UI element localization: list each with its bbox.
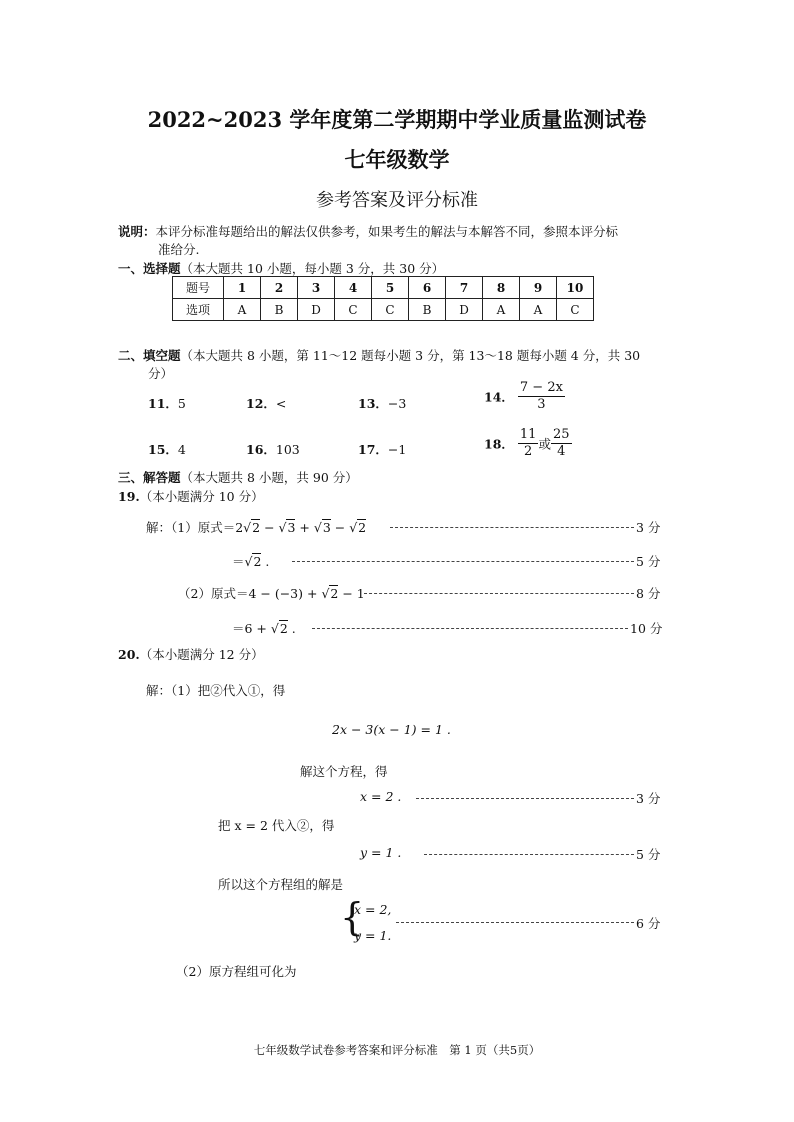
q19-line-2: ＝√2 . <box>232 554 270 569</box>
item-number: 12． <box>246 396 276 411</box>
q20-step-1 <box>146 681 285 699</box>
fill-item-15 <box>148 440 186 458</box>
step-text: （1）把②代入①，得 <box>171 683 286 698</box>
expr-tail: − 1 <box>338 586 365 601</box>
section3-desc: （本大题共 8 小题，共 90 分） <box>180 470 358 485</box>
radicand: 2 <box>253 554 262 569</box>
radicand: 2 <box>330 586 339 601</box>
dotted-leader <box>390 527 634 528</box>
dotted-leader <box>396 922 634 923</box>
fraction <box>551 427 572 460</box>
score-mark: 8 分 <box>636 586 661 601</box>
dotted-leader <box>292 561 634 562</box>
question-number: 3 <box>298 277 335 299</box>
q19-line-1: 解：（1）原式＝2√2 − √3 + √3 − √2 <box>146 520 367 535</box>
section1-heading <box>118 259 444 277</box>
system-eq-1: x = 2, <box>354 902 392 917</box>
solution-label: 解： <box>146 683 172 698</box>
item-number: 13． <box>358 396 388 411</box>
fraction-denominator: 4 <box>557 444 566 459</box>
item-answer: < <box>275 396 287 411</box>
dotted-leader <box>416 798 634 799</box>
period: . <box>287 621 296 636</box>
note-line-1 <box>118 222 618 240</box>
operator: + <box>295 520 314 535</box>
operator: − <box>260 520 279 535</box>
fraction-numerator: 7 − 2x <box>519 380 563 395</box>
item-number: 11． <box>148 396 178 411</box>
fraction-denominator: 2 <box>524 444 533 459</box>
fraction-numerator: 25 <box>552 427 570 442</box>
q19-line-3: （2）原式＝4 − (−3) + √2 − 1 <box>178 586 365 601</box>
step-label: （2）原式＝4 − (−3) + <box>178 586 322 601</box>
question-desc: （本小题满分 12 分） <box>139 647 264 662</box>
answer-option: C <box>372 299 409 321</box>
fill-item-17 <box>358 440 406 458</box>
system-eq-2: y = 1. <box>354 928 392 943</box>
fill-item-16 <box>246 440 300 458</box>
or-text: 或 <box>538 436 551 452</box>
dotted-leader <box>364 593 634 594</box>
equation: 2x − 3(x − 1) = 1 . <box>332 722 451 737</box>
subject-title: 七年级数学 <box>344 147 450 172</box>
score-mark: 3 分 <box>636 520 661 535</box>
period: . <box>261 554 270 569</box>
answer-option: D <box>298 299 335 321</box>
equation: y = 1 . <box>360 845 402 860</box>
answer-option: C <box>335 299 372 321</box>
question-number: 9 <box>520 277 557 299</box>
question-number: 7 <box>446 277 483 299</box>
item-answer: 103 <box>275 442 300 457</box>
step-text: 所以这个方程组的解是 <box>218 877 344 892</box>
fraction <box>518 380 565 413</box>
section2-heading <box>118 346 640 364</box>
item-answer: −3 <box>387 396 407 411</box>
question-row-label: 题号 <box>173 277 224 299</box>
section3-heading <box>118 468 358 486</box>
note-line-2: 准给分. <box>158 242 200 257</box>
radicand: 2 <box>252 520 261 535</box>
question-number: 10 <box>557 277 594 299</box>
q20-heading <box>118 645 264 663</box>
step-text: 把 x = 2 代入②，得 <box>218 818 335 833</box>
fill-item-18 <box>484 427 572 460</box>
operator: − <box>330 520 350 535</box>
item-number: 14． <box>484 389 514 405</box>
dotted-leader <box>312 628 628 629</box>
note-label: 说明： <box>118 224 156 239</box>
page-footer: 七年级数学试卷参考答案和评分标准 第 1 页（共5页） <box>253 1043 541 1057</box>
fill-item-14 <box>484 380 565 413</box>
answer-row-label: 选项 <box>173 299 224 321</box>
fraction-denominator: 3 <box>537 397 546 412</box>
coef: 2 <box>235 520 244 535</box>
answer-option: D <box>446 299 483 321</box>
radicand: 2 <box>358 520 367 535</box>
item-number: 16． <box>246 442 276 457</box>
answer-option: B <box>261 299 298 321</box>
score-mark: 6 分 <box>636 916 661 931</box>
score-mark: 5 分 <box>636 847 661 862</box>
question-number: 8 <box>483 277 520 299</box>
section1-desc: （本大题共 10 小题，每小题 3 分，共 30 分） <box>180 261 445 276</box>
question-number: 1 <box>224 277 261 299</box>
item-number: 15． <box>148 442 178 457</box>
item-number: 17． <box>358 442 388 457</box>
section2-desc-cont: 分） <box>148 366 174 381</box>
fill-item-13 <box>358 394 406 412</box>
answer-table <box>172 276 594 321</box>
score-mark: 10 分 <box>630 621 663 636</box>
radicand: 2 <box>279 621 288 636</box>
step-text: 解这个方程，得 <box>300 764 388 779</box>
item-answer: 5 <box>177 396 186 411</box>
equals: ＝ <box>232 554 245 569</box>
answer-option: C <box>557 299 594 321</box>
solution-label: 解： <box>146 520 172 535</box>
question-number: 2 <box>261 277 298 299</box>
question-number: 4 <box>335 277 372 299</box>
equals: ＝6 + <box>232 621 271 636</box>
fill-item-11 <box>148 394 186 412</box>
radicand: 3 <box>322 520 331 535</box>
score-mark: 5 分 <box>636 554 661 569</box>
question-number: 19. <box>118 489 140 504</box>
section1-label: 一、选择题 <box>118 261 181 276</box>
answer-option: A <box>483 299 520 321</box>
dotted-leader <box>424 854 634 855</box>
answer-option: A <box>520 299 557 321</box>
score-mark: 3 分 <box>636 791 661 806</box>
section3-label: 三、解答题 <box>118 470 181 485</box>
equation: x = 2 . <box>360 789 402 804</box>
fraction <box>518 427 539 460</box>
left-brace: { <box>340 895 365 939</box>
item-number: 18． <box>484 436 514 452</box>
step-label: （1）原式＝ <box>171 520 236 535</box>
document-title: 2022~2023 学年度第二学期期中学业质量监测试卷 <box>147 107 647 132</box>
question-number: 20. <box>118 647 140 662</box>
question-number: 5 <box>372 277 409 299</box>
question-number: 6 <box>409 277 446 299</box>
item-answer: 4 <box>177 442 186 457</box>
step-text: （2）原方程组可化为 <box>176 964 297 979</box>
fraction-numerator: 11 <box>519 427 537 442</box>
item-answer: −1 <box>387 442 407 457</box>
q19-heading <box>118 487 264 505</box>
question-row <box>173 277 594 299</box>
section2-label: 二、填空题 <box>118 348 181 363</box>
radicand: 3 <box>287 520 296 535</box>
section2-desc: （本大题共 8 小题，第 11～12 题每小题 3 分，第 13～18 题每小题 4 分，共 30 <box>180 348 641 363</box>
question-desc: （本小题满分 10 分） <box>139 489 264 504</box>
answer-row <box>173 299 594 321</box>
answer-option: B <box>409 299 446 321</box>
document-subtitle: 参考答案及评分标准 <box>316 190 478 211</box>
q19-line-4: ＝6 + √2 . <box>232 621 296 636</box>
answer-option: A <box>224 299 261 321</box>
note-text-1: 本评分标准每题给出的解法仅供参考，如果考生的解法与本解答不同，参照本评分标 <box>155 224 619 239</box>
fill-item-12 <box>246 394 286 412</box>
